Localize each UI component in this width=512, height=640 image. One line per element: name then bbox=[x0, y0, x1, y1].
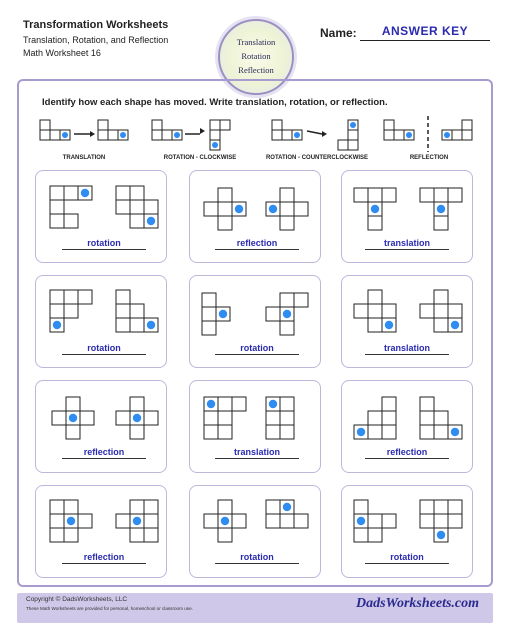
example-reflection-after bbox=[442, 120, 472, 140]
translation-arrow-head bbox=[90, 131, 95, 137]
p5-shape-b bbox=[266, 293, 308, 335]
logo-text-reflection: Reflection bbox=[238, 65, 274, 75]
p6-shape-a bbox=[354, 290, 396, 332]
answer-4: rotation bbox=[87, 343, 121, 353]
p7-shape-a bbox=[52, 397, 94, 439]
example-ccw-after bbox=[338, 120, 358, 150]
usage-note: These Math Worksheets are provided for personal, homeschool or classroom use. bbox=[26, 606, 193, 611]
copyright-text: Copyright © DadsWorksheets, LLC bbox=[26, 596, 128, 603]
p6-shape-b bbox=[420, 290, 462, 332]
p2-shape-a bbox=[204, 188, 246, 230]
p12-shape-b bbox=[420, 500, 462, 542]
p8-shape-b bbox=[266, 397, 294, 439]
p2-shape-b bbox=[266, 188, 308, 230]
example-translation-after bbox=[98, 120, 128, 140]
instructions: Identify how each shape has moved. Write translation, rotation, or reflection. bbox=[42, 97, 388, 108]
answer-10: reflection bbox=[83, 552, 125, 562]
example-translation-before bbox=[40, 120, 70, 140]
p5-shape-a bbox=[202, 293, 230, 335]
example-label-translation: TRANSLATION bbox=[62, 155, 106, 161]
answer-5: rotation bbox=[240, 343, 274, 353]
p4-shape-b bbox=[116, 290, 158, 332]
p3-shape-b bbox=[420, 188, 462, 230]
logo-text-translation: Translation bbox=[236, 37, 276, 47]
example-cw-after bbox=[210, 120, 230, 150]
brand-logo: DadsWorksheets.com bbox=[356, 596, 480, 611]
ccw-arrow bbox=[307, 131, 322, 134]
answer-8: translation bbox=[233, 447, 280, 457]
p1-shape-a bbox=[50, 186, 92, 228]
p11-shape-b bbox=[266, 500, 308, 528]
answer-3: translation bbox=[383, 238, 430, 248]
p10-shape-a bbox=[50, 500, 92, 542]
p1-shape-b bbox=[116, 186, 158, 228]
p9-shape-b bbox=[420, 397, 462, 439]
answer-12: rotation bbox=[390, 552, 424, 562]
answer-key-label: ANSWER KEY bbox=[381, 24, 469, 38]
p11-shape-a bbox=[204, 500, 246, 542]
worksheet-subtitle: Translation, Rotation, and Reflection bbox=[23, 35, 169, 45]
p9-shape-a bbox=[354, 397, 396, 439]
answer-1: rotation bbox=[87, 238, 121, 248]
p10-shape-b bbox=[116, 500, 158, 542]
answer-11: rotation bbox=[240, 552, 274, 562]
name-label: Name: bbox=[320, 26, 357, 40]
p7-shape-b bbox=[116, 397, 158, 439]
p4-shape-a bbox=[50, 290, 92, 332]
p12-shape-a bbox=[354, 500, 396, 542]
answer-7: reflection bbox=[83, 447, 125, 457]
example-ccw-before bbox=[272, 120, 302, 140]
answer-6: translation bbox=[383, 343, 430, 353]
worksheet-title: Transformation Worksheets bbox=[23, 19, 169, 31]
worksheet-number: Math Worksheet 16 bbox=[23, 48, 101, 58]
ccw-arrow-head bbox=[322, 131, 327, 137]
example-reflection-before bbox=[384, 120, 414, 140]
cw-arrow-head bbox=[200, 128, 205, 134]
answer-2: reflection bbox=[236, 238, 278, 248]
example-cw-before bbox=[152, 120, 182, 140]
example-label-reflection: REFLECTION bbox=[409, 155, 449, 161]
p8-shape-a bbox=[204, 397, 246, 439]
logo-text-rotation: Rotation bbox=[241, 51, 271, 61]
answer-9: reflection bbox=[386, 447, 428, 457]
p3-shape-a bbox=[354, 188, 396, 230]
example-label-rotation-counterclockwise: ROTATION - COUNTERCLOCKWISE bbox=[265, 155, 369, 161]
example-label-rotation-clockwise: ROTATION - CLOCKWISE bbox=[163, 155, 237, 161]
